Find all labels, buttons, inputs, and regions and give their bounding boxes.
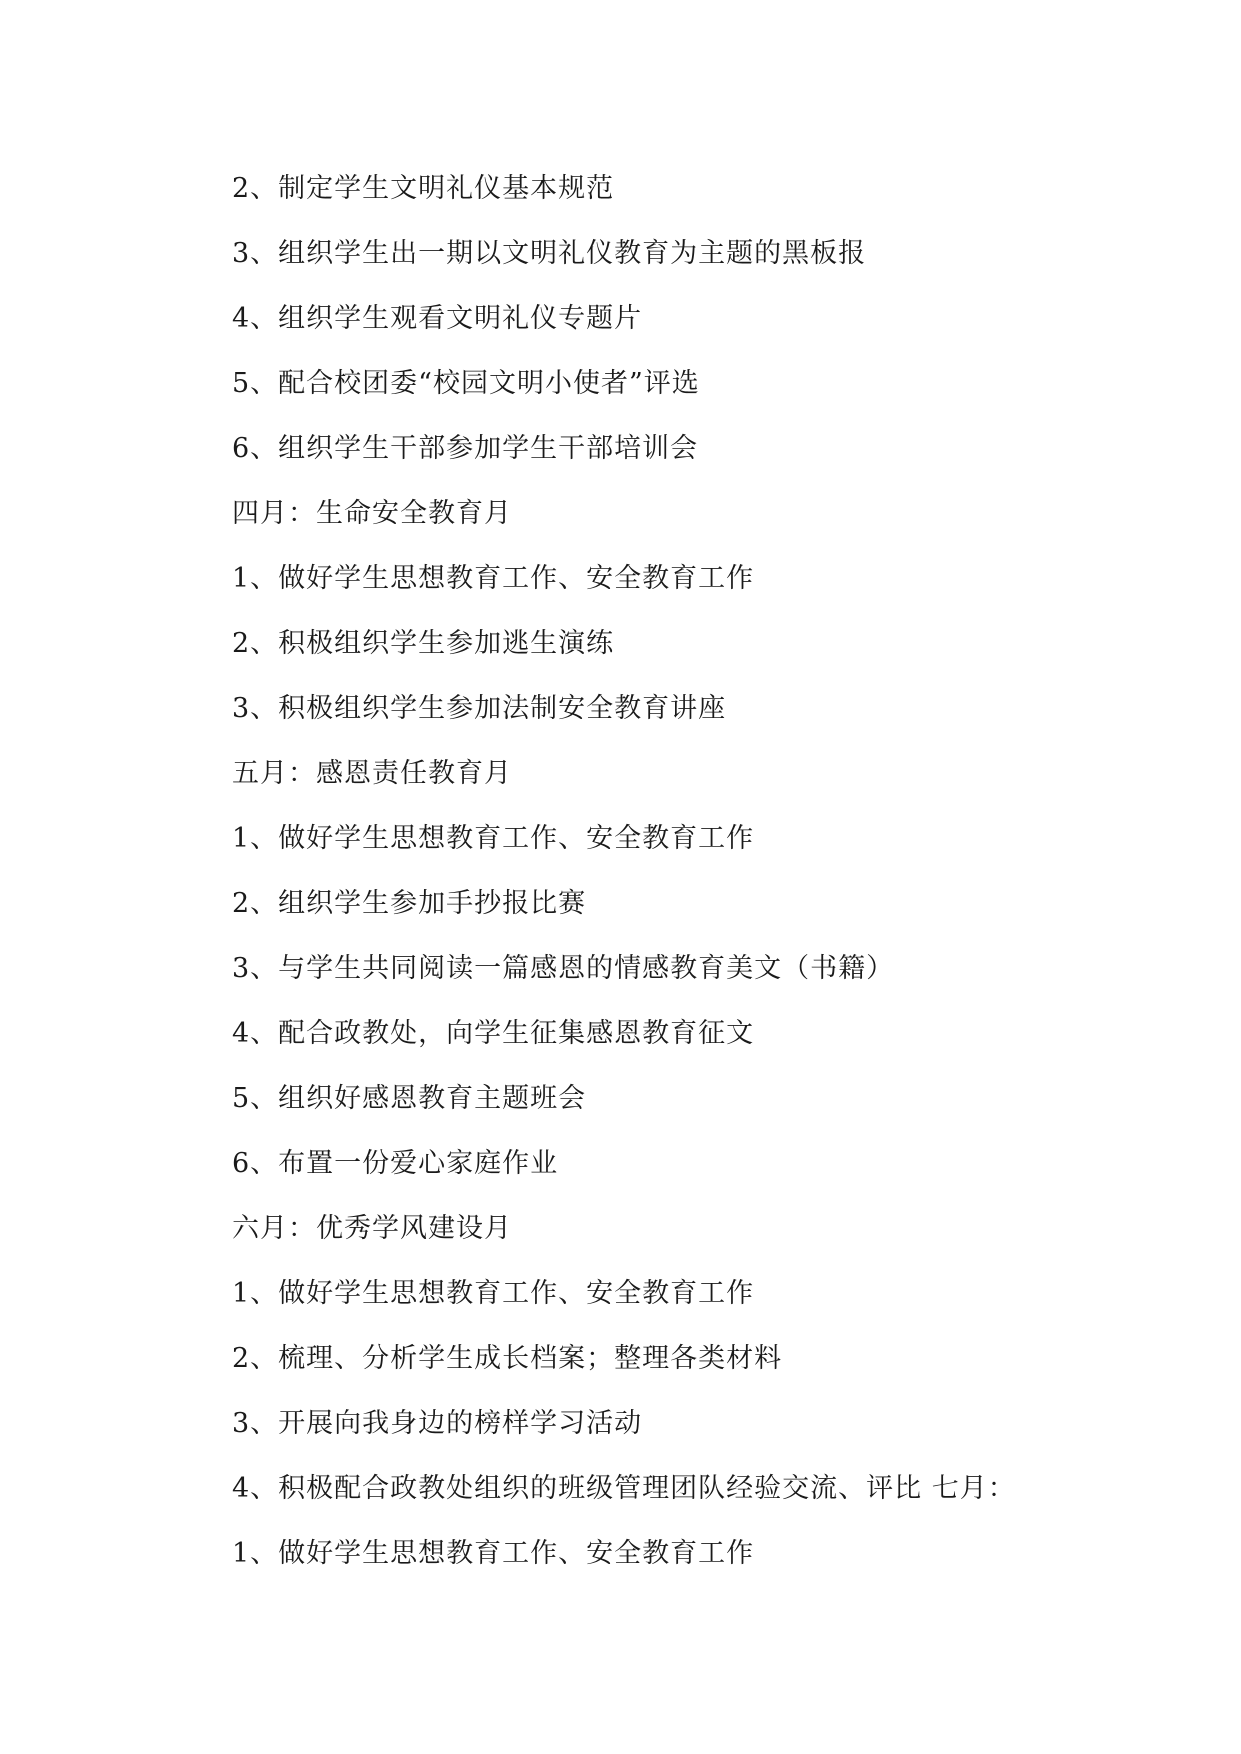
list-item: 2、梳理、分析学生成长档案；整理各类材料 [232, 1343, 783, 1374]
list-item: 4、积极配合政教处组织的班级管理团队经验交流、评比 七月： [232, 1473, 1016, 1504]
list-item: 4、组织学生观看文明礼仪专题片 [232, 303, 643, 334]
list-item: 3、积极组织学生参加法制安全教育讲座 [232, 693, 727, 724]
list-item: 5、组织好感恩教育主题班会 [232, 1083, 587, 1114]
list-item: 6、组织学生干部参加学生干部培训会 [232, 433, 699, 464]
list-item: 3、与学生共同阅读一篇感恩的情感教育美文（书籍） [232, 953, 895, 984]
list-item: 6、布置一份爱心家庭作业 [232, 1148, 559, 1179]
document-body [232, 156, 1132, 1586]
list-item: 5、配合校团委“校园文明小使者”评选 [232, 368, 700, 399]
section-heading-april: 四月：生命安全教育月 [232, 498, 512, 529]
section-heading-june: 六月：优秀学风建设月 [232, 1213, 512, 1244]
list-item: 1、做好学生思想教育工作、安全教育工作 [232, 823, 755, 854]
list-item: 4、配合政教处，向学生征集感恩教育征文 [232, 1018, 755, 1049]
list-item: 3、组织学生出一期以文明礼仪教育为主题的黑板报 [232, 238, 867, 269]
list-item: 2、组织学生参加手抄报比赛 [232, 888, 587, 919]
list-item: 2、积极组织学生参加逃生演练 [232, 628, 615, 659]
list-item: 1、做好学生思想教育工作、安全教育工作 [232, 563, 755, 594]
list-item: 3、开展向我身边的榜样学习活动 [232, 1408, 643, 1439]
list-item: 1、做好学生思想教育工作、安全教育工作 [232, 1278, 755, 1309]
list-item: 1、做好学生思想教育工作、安全教育工作 [232, 1538, 755, 1569]
list-item: 2、制定学生文明礼仪基本规范 [232, 173, 615, 204]
section-heading-may: 五月：感恩责任教育月 [232, 758, 512, 789]
